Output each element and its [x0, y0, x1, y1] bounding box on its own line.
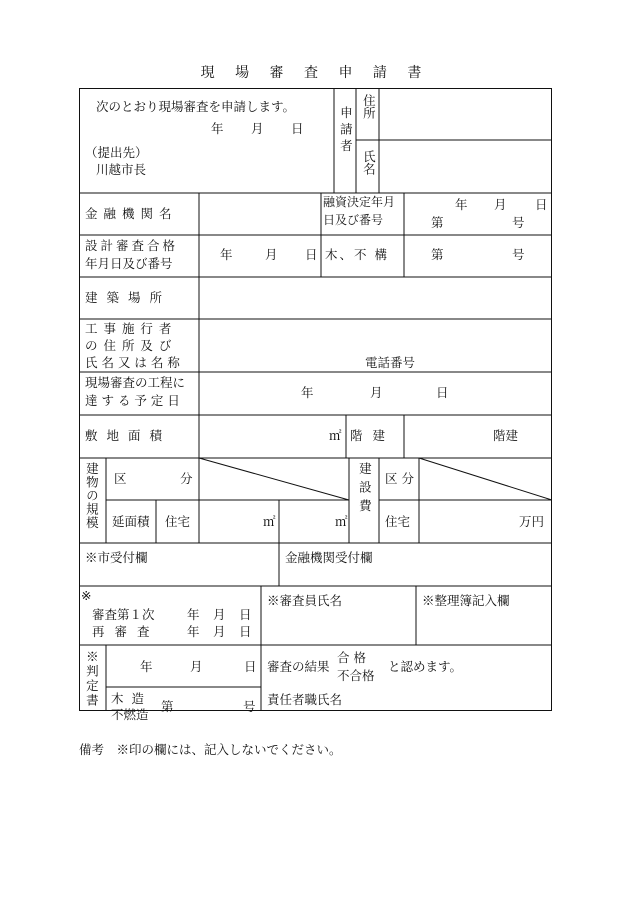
floors-unit: 階建	[493, 428, 519, 443]
contractor-label-line1: 工 事 施 行 者	[85, 321, 173, 336]
judgment-number-prefix: 第	[161, 699, 174, 714]
scale-category-left: 区	[114, 471, 127, 486]
scale-category-right: 分	[180, 471, 193, 486]
design-label-line2: 年月日及び番号	[85, 256, 173, 271]
result-pass: 合 格	[337, 650, 366, 665]
schedule-day: 日	[436, 385, 449, 400]
page-title: 現 場 審 査 申 請 書	[200, 65, 430, 81]
nonflammable-structure-label: 不燃造	[111, 707, 149, 722]
applicant-label: 申請者	[338, 106, 354, 156]
finance-decision-line2: 日及び番号	[323, 213, 384, 227]
scale-label: 建物の規模	[84, 462, 100, 530]
request-date-month: 月	[251, 121, 264, 136]
request-date-year: 年	[211, 121, 224, 136]
register-entry-label: ※整理簿記入欄	[422, 593, 510, 608]
scale-floor-area-label: 延面積	[112, 514, 150, 529]
judgment-month: 月	[190, 659, 203, 674]
cost-unit: 万円	[519, 514, 545, 529]
wood-structure-label: 木 造	[111, 691, 146, 706]
site-label: 建築場所	[85, 290, 172, 305]
design-year: 年	[220, 247, 233, 262]
contractor-phone-label: 電話番号	[365, 355, 416, 370]
finance-number-prefix: 第	[431, 215, 444, 230]
floors-label: 階建	[350, 428, 396, 443]
design-day: 日	[305, 247, 318, 262]
re-inspection-label: 再 審 査	[92, 624, 153, 639]
cost-house-label: 住宅	[385, 514, 411, 529]
design-month: 月	[265, 247, 278, 262]
re-inspection-day: 日	[239, 624, 252, 639]
design-number-suffix: 号	[512, 247, 525, 262]
design-label-line1: 設計審査合格	[85, 238, 179, 253]
remarks: 備考 ※印の欄には、記入しないでください。	[79, 742, 342, 757]
re-inspection-month: 月	[213, 624, 226, 639]
schedule-month: 月	[370, 385, 383, 400]
first-inspection-month: 月	[213, 607, 226, 622]
cost-category-label: 区 分	[385, 471, 414, 486]
judgment-number-suffix: 号	[243, 699, 256, 714]
first-inspection-year: 年	[187, 607, 200, 622]
application-form	[79, 88, 552, 722]
design-structure: 木、不 構	[325, 247, 389, 262]
inspection-mark: ※	[81, 588, 92, 603]
finance-decision-line1: 融資決定年月	[323, 195, 396, 209]
finance-label: 金融機関名	[85, 206, 178, 221]
officer-name-label: 責任者職氏名	[267, 692, 343, 707]
city-reception-label: ※市受付欄	[85, 550, 148, 565]
mayor-label: 川越市長	[96, 162, 147, 177]
request-text: 次のとおり現場審査を申請します。	[96, 99, 296, 114]
finance-year: 年	[455, 197, 468, 212]
result-fail: 不合格	[337, 668, 375, 683]
re-inspection-year: 年	[187, 624, 200, 639]
schedule-label-line2: 達 す る 予 定 日	[85, 393, 180, 408]
judgment-year: 年	[140, 659, 153, 674]
schedule-year: 年	[301, 385, 314, 400]
construction-cost-label: 建設費	[357, 462, 373, 518]
judgment-label: ※判定書	[84, 650, 100, 708]
finance-number-suffix: 号	[512, 215, 525, 230]
applicant-name-label: 氏名	[361, 150, 377, 175]
scale-unit-other: ㎡	[335, 514, 348, 529]
contractor-label-line3: 氏 名 又 は 名 称	[85, 355, 180, 370]
schedule-label-line1: 現場審査の工程に	[85, 375, 186, 390]
request-date-day: 日	[291, 121, 304, 136]
judgment-day: 日	[244, 659, 257, 674]
site-area-label: 敷地面積	[85, 428, 172, 443]
first-inspection-label: 審査第１次	[92, 607, 155, 622]
contractor-label-line2: の 住 所 及 び	[85, 338, 173, 353]
applicant-address-label: 住所	[361, 94, 377, 119]
result-prefix: 審査の結果	[267, 659, 330, 674]
finance-month: 月	[494, 197, 507, 212]
scale-unit-house: ㎡	[263, 514, 276, 529]
finance-day: 日	[535, 197, 548, 212]
result-suffix: と認めます。	[388, 659, 463, 674]
inspector-name-label: ※審査員氏名	[267, 593, 343, 608]
submit-to-label: （提出先）	[85, 145, 148, 160]
design-number-prefix: 第	[431, 247, 444, 262]
bank-reception-label: 金融機関受付欄	[285, 550, 373, 565]
scale-house-label: 住宅	[165, 514, 191, 529]
first-inspection-day: 日	[239, 607, 252, 622]
site-area-unit: ㎡	[329, 428, 342, 443]
